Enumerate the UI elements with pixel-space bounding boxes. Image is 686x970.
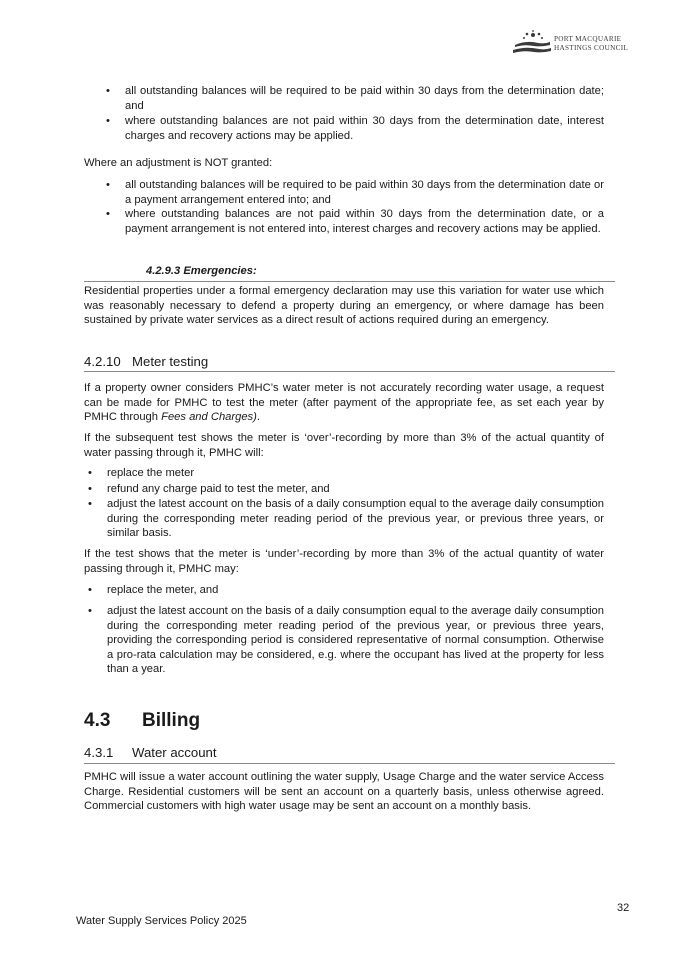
bullet-text: where outstanding balances are not paid within 30 days from the determination date, or a payment arrangement is not entered into, interest charges and recovery actions may be applied.	[125, 208, 604, 235]
bullet-icon: •	[88, 498, 92, 510]
meter-testing-paragraph-1	[84, 381, 604, 425]
meter-testing-paragraph-3: If the test shows that the meter is ‘under’-recording by more than 3% of the actual quantity of water passing through it, PMHC may:	[84, 548, 604, 575]
heading-rule	[84, 371, 615, 372]
bullet-icon: •	[106, 115, 110, 127]
meter-testing-heading	[84, 354, 208, 369]
paragraph-text: If a property owner considers PMHC’s water meter is not accurately recording water usage, a request can be made for PMHC to test the meter (after payment of the appropriate fee, as set each year by PMHC through	[84, 382, 604, 424]
bullet-text: replace the meter	[107, 467, 195, 479]
bullet-text: adjust the latest account on the basis of a daily consumption equal to the average daily consumption during the corresponding meter reading period of the previous year, or previous three years, providing the corresponding period is considered representative of normal consumption. Otherwise a pro-rata calculation may be considered, e.g. where the occupant has lived at the property for less than a year.	[107, 605, 604, 676]
fees-and-charges-ref: Fees and Charges)	[161, 411, 257, 424]
list-item	[88, 466, 604, 481]
bullet-text: all outstanding balances will be required to be paid within 30 days from the determination date or a payment arrangement entered into; and	[125, 179, 604, 206]
section-number: 4.2.10	[84, 354, 121, 369]
bullet-icon: •	[88, 605, 92, 617]
bullet-text: all outstanding balances will be required to be paid within 30 days from the determination date; and	[125, 85, 604, 112]
section-title: Water account	[132, 745, 217, 760]
bullet-icon: •	[106, 179, 110, 191]
meter-testing-paragraph-2: If the subsequent test shows the meter is ‘over’-recording by more than 3% of the actual quantity of water passing through it, PMHC will:	[84, 432, 604, 459]
section-title: Meter testing	[132, 354, 209, 369]
list-item	[88, 497, 604, 541]
bullet-text: where outstanding balances are not paid within 30 days from the determination date, interest charges and recovery actions may be applied.	[125, 115, 604, 142]
bullet-icon: •	[106, 85, 110, 97]
list-item	[88, 583, 604, 598]
bullet-icon: •	[88, 483, 92, 495]
page-number: 32	[617, 902, 630, 914]
document-footer: Water Supply Services Policy 2025	[76, 915, 247, 927]
water-account-text: PMHC will issue a water account outlining the water supply, Usage Charge and the water service Access Charge. Residential customers will be sent an account on a quarterly basis, unless otherwise agreed. Commercial customers with high water usage may be sent an account on a monthly basis.	[84, 771, 604, 813]
bullet-icon: •	[88, 467, 92, 479]
bullet-text: replace the meter, and	[107, 584, 219, 596]
emergencies-heading: 4.2.9.3 Emergencies:	[146, 265, 257, 277]
logo-line-2: HASTINGS COUNCIL	[554, 44, 629, 52]
list-item	[106, 178, 604, 207]
list-item	[106, 114, 604, 143]
section-number: 4.3.1	[84, 745, 114, 760]
billing-heading	[84, 710, 200, 732]
emergencies-text: Residential properties under a formal emergency declaration may use this variation for water use which was reasonably necessary to defend a property during an emergency, or where damage has been sustained by private water services as a direct result of actions required during an emergency.	[84, 285, 604, 327]
list-item	[88, 482, 604, 497]
section-title: Billing	[142, 710, 201, 731]
bullet-icon: •	[88, 584, 92, 596]
port-macquarie-logo-icon	[512, 30, 552, 56]
bullet-icon: •	[106, 208, 110, 220]
list-item	[106, 84, 604, 113]
heading-rule	[84, 281, 615, 282]
section-number: 4.3	[84, 710, 111, 731]
water-account-heading	[84, 745, 217, 760]
bullet-text: refund any charge paid to test the meter, and	[107, 483, 330, 495]
list-item	[88, 604, 604, 677]
not-granted-intro: Where an adjustment is NOT granted:	[84, 157, 273, 169]
heading-rule	[84, 763, 615, 764]
bullet-text: adjust the latest account on the basis of a daily consumption equal to the average daily consumption during the corresponding meter reading period of the previous year, or previous three years, or similar basis.	[107, 498, 604, 540]
council-logo	[512, 30, 632, 58]
list-item	[106, 207, 604, 236]
logo-line-1: PORT MACQUARIE	[554, 35, 622, 43]
paragraph-end: .	[256, 411, 260, 424]
